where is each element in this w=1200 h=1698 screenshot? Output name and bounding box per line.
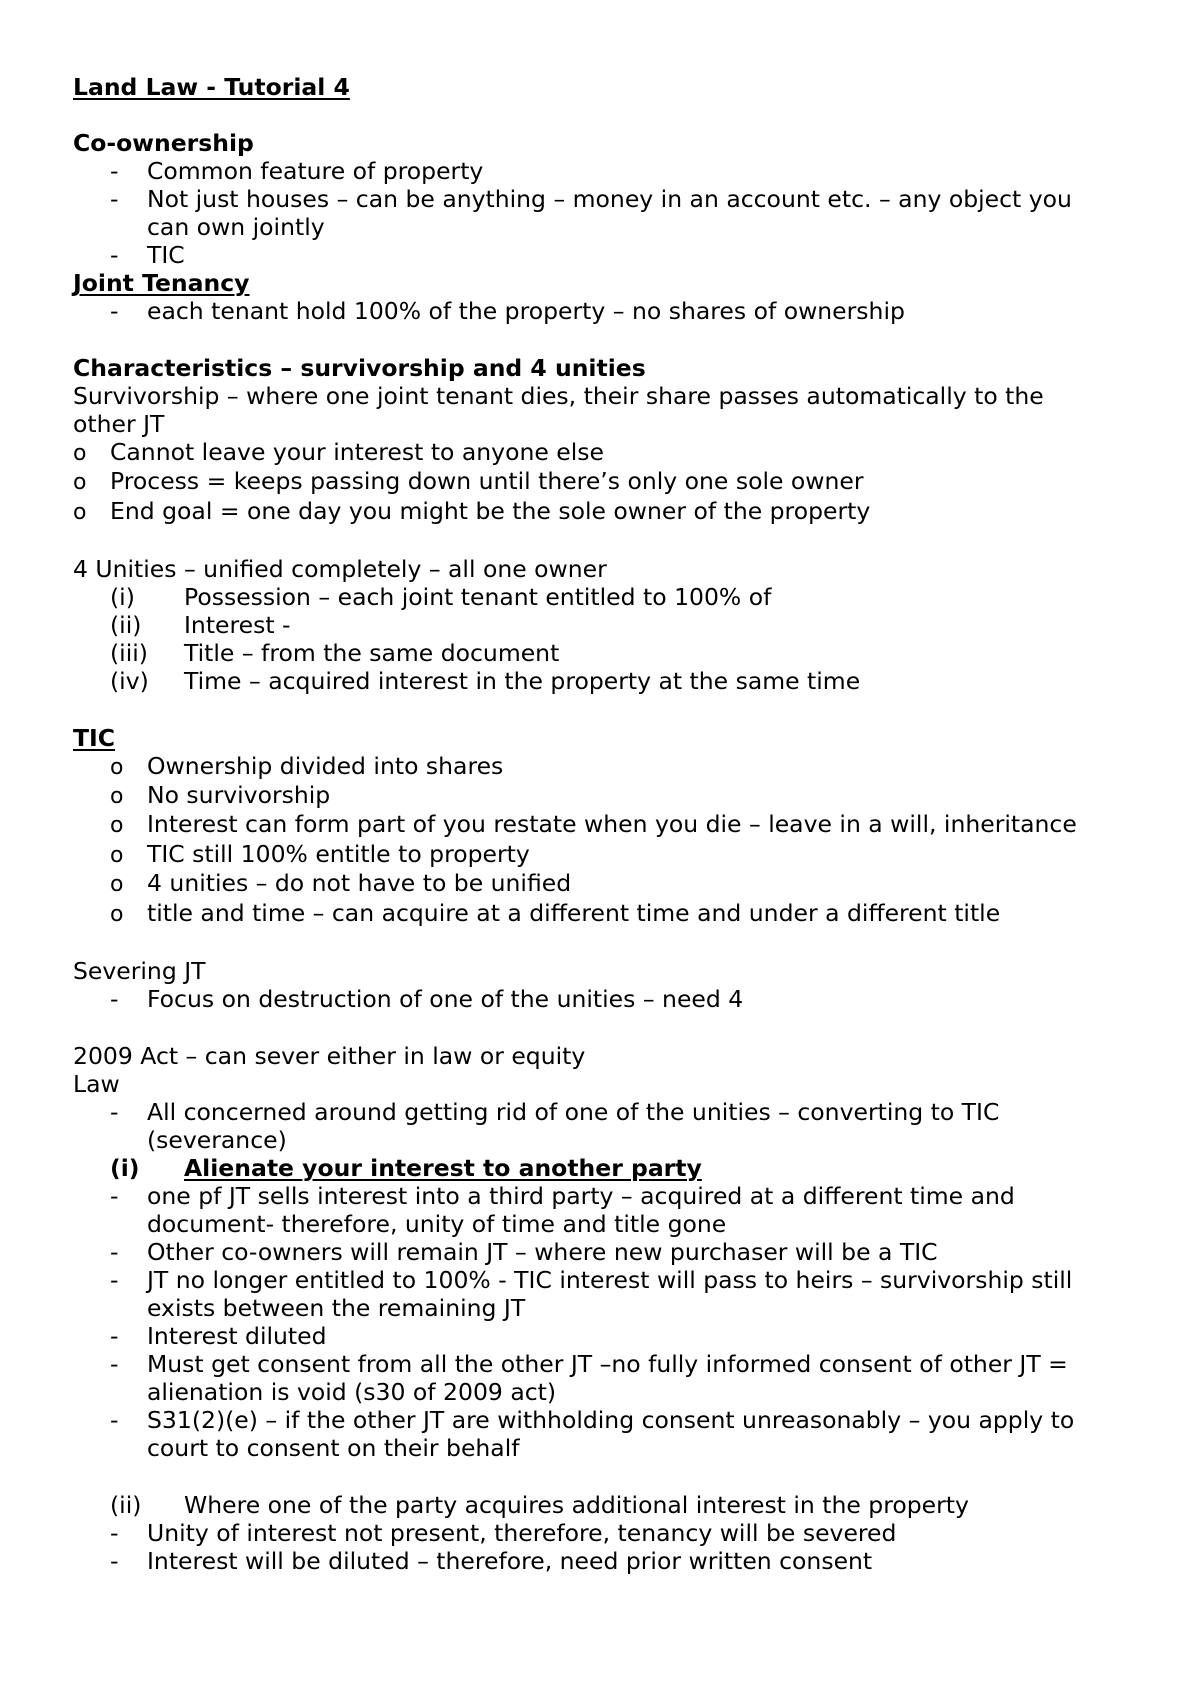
list-item-continuation: document- therefore, unity of time and title gone: [147, 1210, 727, 1238]
list-item: title and time – can acquire at a different time and under a different title: [147, 899, 1001, 927]
paragraph-line: other JT: [73, 410, 165, 438]
bullet-marker: o: [110, 902, 124, 927]
list-item: Must get consent from all the other JT –no fully informed consent of other JT =: [147, 1350, 1068, 1378]
list-item-continuation: exists between the remaining JT: [147, 1294, 526, 1322]
dash-marker: -: [110, 1547, 119, 1575]
dash-marker: -: [110, 1238, 119, 1266]
bullet-marker: o: [73, 500, 87, 525]
list-item: each tenant hold 100% of the property – no shares of ownership: [147, 297, 905, 325]
list-item-continuation: can own jointly: [147, 213, 325, 241]
dash-marker: -: [110, 297, 119, 325]
act-2009-line: 2009 Act – can sever either in law or equity: [73, 1042, 586, 1070]
dash-marker: -: [110, 1322, 119, 1350]
law-heading: Law: [73, 1070, 120, 1098]
list-item: All concerned around getting rid of one of the unities – converting to TIC: [147, 1098, 1000, 1126]
list-item: Process = keeps passing down until there’s only one sole owner: [110, 467, 864, 495]
bullet-marker: o: [110, 813, 124, 838]
dash-marker: -: [110, 1350, 119, 1378]
list-item: TIC still 100% entitle to property: [147, 840, 530, 868]
list-number: (ii): [110, 611, 142, 639]
bullet-marker: o: [110, 755, 124, 780]
bullet-marker: o: [110, 784, 124, 809]
tic-heading: TIC: [73, 724, 116, 752]
list-number: (iii): [110, 639, 148, 667]
list-item: End goal = one day you might be the sole owner of the property: [110, 497, 871, 525]
list-item-continuation: (severance): [147, 1126, 287, 1154]
characteristics-heading: Characteristics – survivorship and 4 unities: [73, 354, 646, 382]
list-item: Unity of interest not present, therefore, tenancy will be severed: [147, 1519, 897, 1547]
dash-marker: -: [110, 1182, 119, 1210]
subheading: Alienate your interest to another party: [184, 1154, 702, 1182]
list-item: No survivorship: [147, 781, 331, 809]
list-item: Common feature of property: [147, 157, 484, 185]
subheading: Where one of the party acquires additional interest in the property: [184, 1491, 969, 1519]
dash-marker: -: [110, 1406, 119, 1434]
dash-marker: -: [110, 1098, 119, 1126]
list-item: Focus on destruction of one of the unities – need 4: [147, 985, 744, 1013]
list-item-continuation: court to consent on their behalf: [147, 1434, 520, 1462]
coownership-heading: Co-ownership: [73, 129, 254, 157]
list-item: Interest can form part of you restate when you die – leave in a will, inheritance: [147, 810, 1077, 838]
document-title: Land Law - Tutorial 4: [73, 73, 350, 101]
list-item: Interest will be diluted – therefore, need prior written consent: [147, 1547, 873, 1575]
paragraph-line: Survivorship – where one joint tenant dies, their share passes automatically to the: [73, 382, 1044, 410]
joint-tenancy-heading: Joint Tenancy: [73, 269, 250, 297]
list-item: Interest diluted: [147, 1322, 327, 1350]
bullet-marker: o: [73, 441, 87, 466]
list-item: one pf JT sells interest into a third party – acquired at a different time and: [147, 1182, 1015, 1210]
list-item: Cannot leave your interest to anyone else: [110, 438, 604, 466]
dash-marker: -: [110, 157, 119, 185]
list-item: JT no longer entitled to 100% - TIC interest will pass to heirs – survivorship still: [147, 1266, 1073, 1294]
bullet-marker: o: [110, 872, 124, 897]
unities-heading: 4 Unities – unified completely – all one owner: [73, 555, 607, 583]
list-item: Possession – each joint tenant entitled to 100% of: [184, 583, 772, 611]
list-item: Interest -: [184, 611, 291, 639]
dash-marker: -: [110, 985, 119, 1013]
list-number: (ii): [110, 1491, 142, 1519]
list-item: Other co-owners will remain JT – where new purchaser will be a TIC: [147, 1238, 938, 1266]
list-number: (i): [110, 1154, 140, 1182]
dash-marker: -: [110, 1266, 119, 1294]
list-item: Not just houses – can be anything – money in an account etc. – any object you: [147, 185, 1072, 213]
list-item: S31(2)(e) – if the other JT are withholding consent unreasonably – you apply to: [147, 1406, 1075, 1434]
dash-marker: -: [110, 241, 119, 269]
list-item-continuation: alienation is void (s30 of 2009 act): [147, 1378, 557, 1406]
list-item: Title – from the same document: [184, 639, 560, 667]
list-number: (iv): [110, 667, 149, 695]
list-number: (i): [110, 583, 135, 611]
dash-marker: -: [110, 1519, 119, 1547]
severing-heading: Severing JT: [73, 957, 206, 985]
list-item: 4 unities – do not have to be unified: [147, 869, 572, 897]
list-item: Ownership divided into shares: [147, 752, 504, 780]
bullet-marker: o: [73, 470, 87, 495]
bullet-marker: o: [110, 843, 124, 868]
list-item: Time – acquired interest in the property at the same time: [184, 667, 861, 695]
list-item: TIC: [147, 241, 185, 269]
dash-marker: -: [110, 185, 119, 213]
